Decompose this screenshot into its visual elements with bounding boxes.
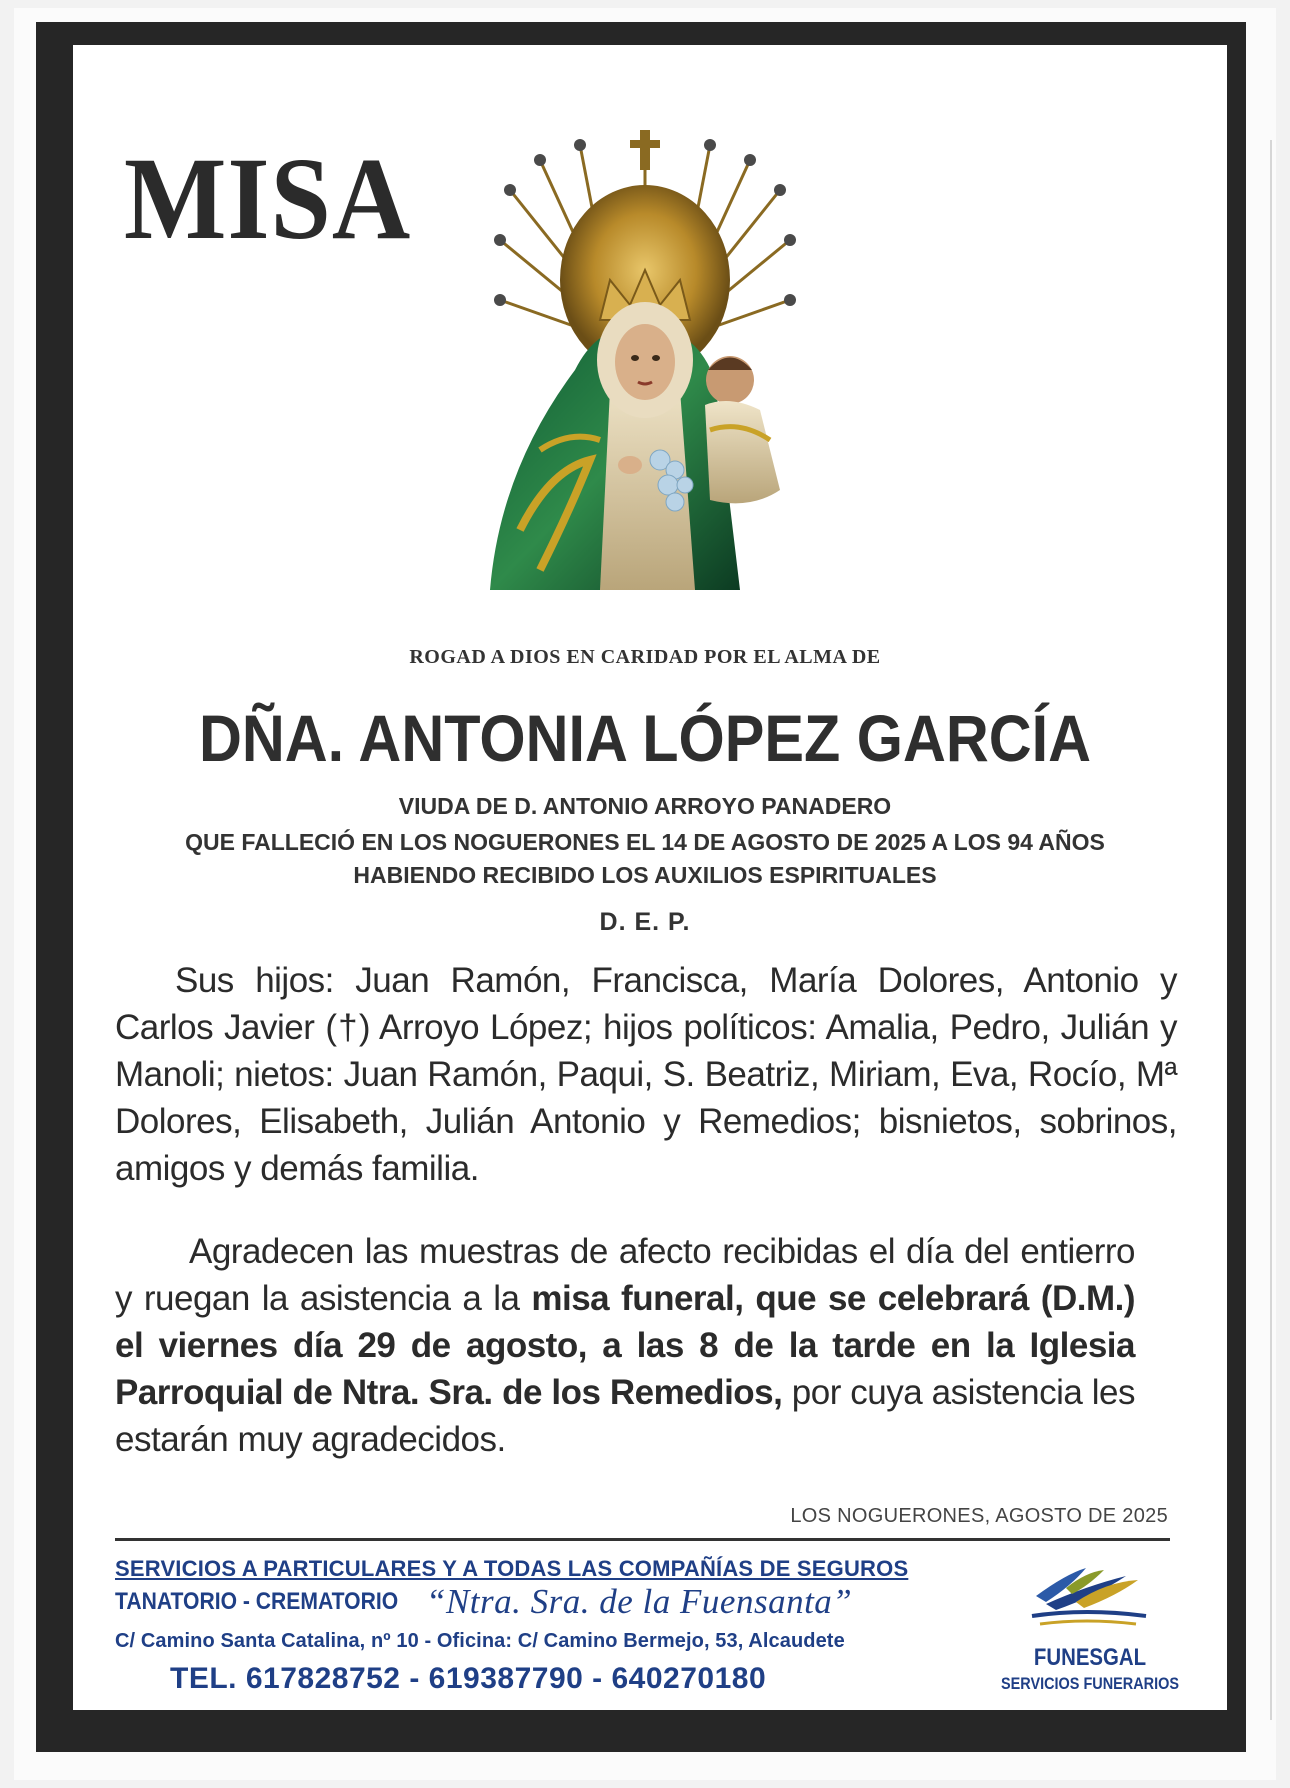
funeral-details: misa funeral, que se celebrará (D.M.) el viernes día 29 de agosto, a las 8 de la tarde en la Iglesia Parroquial de Ntra. Sra. de los Remedios, [115, 1279, 1135, 1412]
logo-name: FUNESGAL [1033, 1644, 1147, 1671]
telephone-line: TEL. 617828752 - 619387790 - 640270180 [170, 1662, 767, 1695]
deceased-name: DÑA. ANTONIA LÓPEZ GARCÍA [198, 701, 1092, 775]
family-paragraph: Sus hijos: Juan Ramón, Francisca, María Dolores, Antonio y Carlos Javier (†) Arroyo López; hijos políticos: Amalia, Pedro, Julián y Manoli; nietos: Juan Ramón, Paqui, S. Beatriz, Miriam, Eva, Rocío, Mª Dolores, Elisabeth, Julián Antonio y Remedios; bisnietos, sobrinos, amigos y demás familia. [115, 961, 1177, 1188]
thanks-paragraph [115, 1228, 1135, 1463]
place-date: LOS NOGUERONES, AGOSTO DE 2025 [790, 1505, 1168, 1527]
notice-heading: MISA [124, 133, 412, 264]
dep-abbreviation: D. E. P. [599, 908, 691, 936]
tanatorio-label: TANATORIO - CREMATORIO [115, 1588, 399, 1615]
address-line: C/ Camino Santa Catalina, nº 10 - Oficina: C/ Camino Bermejo, 53, Alcaudete [115, 1630, 845, 1652]
services-line: SERVICIOS A PARTICULARES Y A TODAS LAS COMPAÑÍAS DE SEGUROS [115, 1556, 909, 1581]
subtitle-sacraments: HABIENDO RECIBIDO LOS AUXILIOS ESPIRITUALES [353, 862, 937, 888]
footer-divider [115, 1538, 1170, 1541]
logo-subtitle: SERVICIOS FUNERARIOS [1001, 1674, 1179, 1693]
fuensanta-name: “Ntra. Sra. de la Fuensanta” [426, 1582, 853, 1621]
funesgal-logo-icon [1026, 1566, 1150, 1630]
virgin-child-icon [480, 130, 810, 590]
thanks-text-2: por cuya asistencia les estarán muy agradecidos. [115, 1373, 1135, 1459]
thanks-text-1: Agradecen las muestras de afecto recibidas el día del entierro y ruegan la asistencia a la [115, 1232, 1135, 1318]
subtitle-widow: VIUDA DE D. ANTONIO ARROYO PANADERO [398, 793, 892, 819]
subtitle-death: QUE FALLECIÓ EN LOS NOGUERONES EL 14 DE AGOSTO DE 2025 A LOS 94 AÑOS [185, 829, 1105, 855]
rogad-line: ROGAD A DIOS EN CARIDAD POR EL ALMA DE [409, 646, 881, 668]
